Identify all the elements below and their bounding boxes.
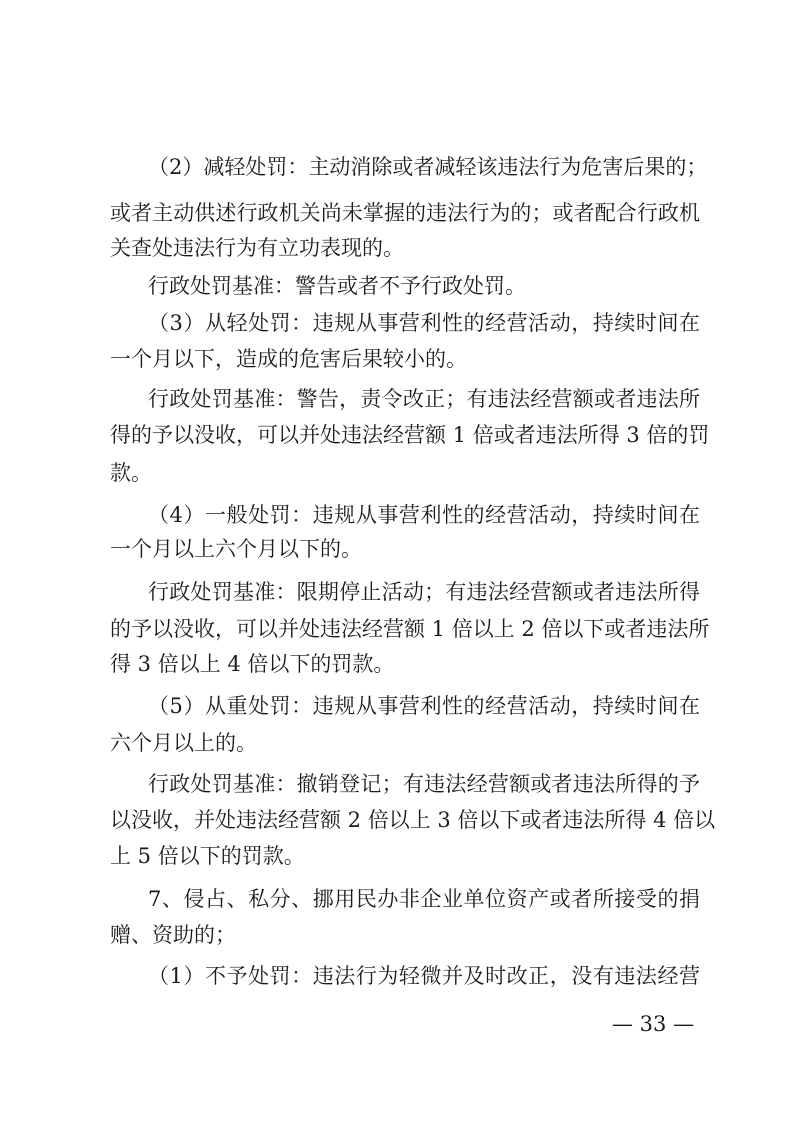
paragraph-line: 上 5 倍以下的罚款。: [110, 844, 305, 868]
paragraph-line: 行政处罚基准：警告，责令改正；有违法经营额或者违法所: [148, 387, 700, 411]
paragraph-line: 六个月以上的。: [110, 731, 257, 755]
paragraph-line: 的予以没收，可以并处违法经营额 1 倍以上 2 倍以下或者违法所: [110, 617, 710, 641]
paragraph-line: 得的予以没收，可以并处违法经营额 1 倍或者违法所得 3 倍的罚: [110, 423, 710, 447]
paragraph-line: 一个月以下，造成的危害后果较小的。: [110, 347, 467, 371]
paragraph-line: 以没收，并处违法经营额 2 倍以上 3 倍以下或者违法所得 4 倍以: [110, 808, 716, 832]
paragraph-line: 款。: [110, 461, 152, 485]
paragraph-line: 关查处违法行为有立功表现的。: [110, 236, 404, 260]
paragraph-line: （2）减轻处罚：主动消除或者减轻该违法行为危害后果的；: [148, 155, 708, 179]
paragraph-line: 或者主动供述行政机关尚未掌握的违法行为的；或者配合行政机: [110, 201, 700, 225]
paragraph-line: 行政处罚基准：限期停止活动；有违法经营额或者违法所得: [148, 580, 700, 604]
paragraph-line: 得 3 倍以上 4 倍以下的罚款。: [110, 652, 395, 676]
paragraph-line: （3）从轻处罚：违规从事营利性的经营活动，持续时间在: [148, 311, 700, 335]
page-number: — 33 —: [612, 1012, 695, 1036]
paragraph-line: 行政处罚基准：撤销登记；有违法经营额或者违法所得的予: [148, 772, 700, 796]
paragraph-line: （1）不予处罚：违法行为轻微并及时改正，没有违法经营: [148, 964, 700, 988]
paragraph-line: （4）一般处罚：违规从事营利性的经营活动，持续时间在: [148, 503, 700, 527]
paragraph-line: 行政处罚基准：警告或者不予行政处罚。: [148, 274, 526, 298]
paragraph-line: （5）从重处罚：违规从事营利性的经营活动，持续时间在: [148, 694, 700, 718]
paragraph-line: 一个月以上六个月以下的。: [110, 537, 362, 561]
paragraph-line: 赠、资助的；: [110, 923, 236, 947]
paragraph-line: 7、侵占、私分、挪用民办非企业单位资产或者所接受的捐: [148, 887, 700, 911]
